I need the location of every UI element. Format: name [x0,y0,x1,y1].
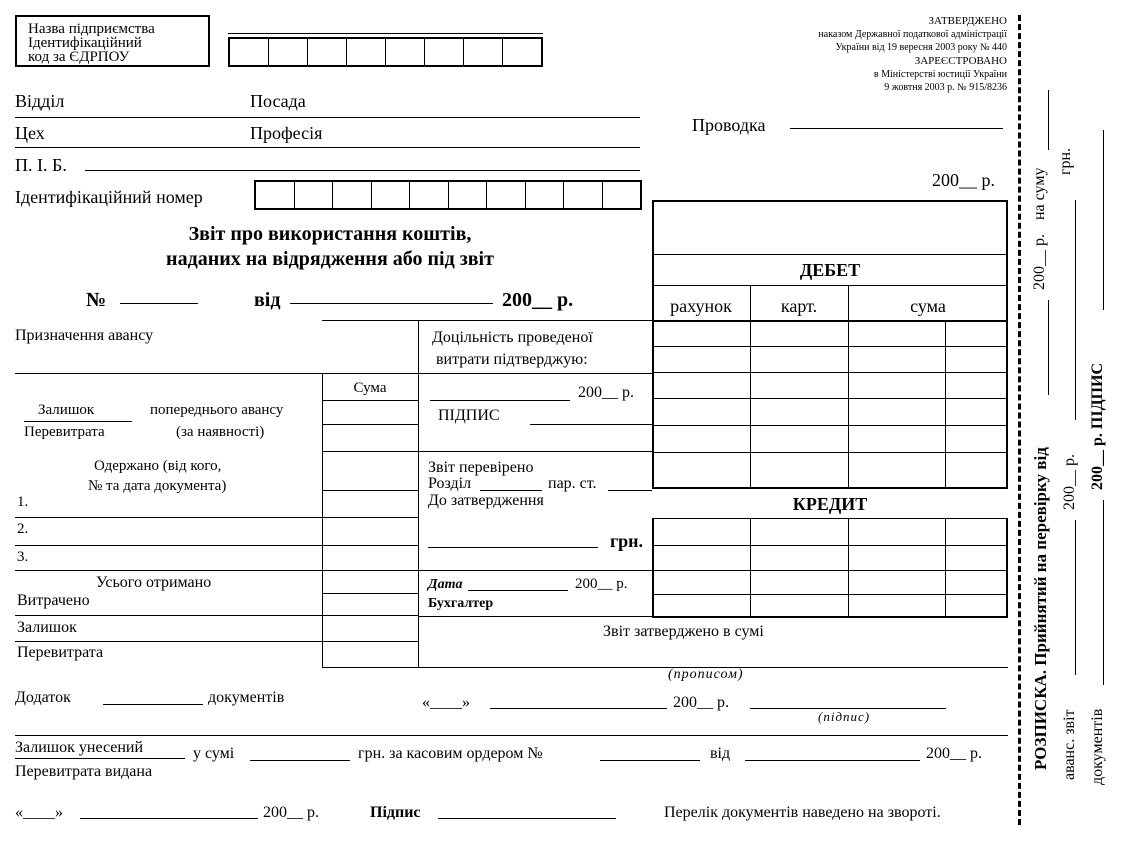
zvit-pereviren-label: Звіт перевірено [428,459,534,476]
tsekh-line[interactable] [15,147,640,148]
viddil-label: Відділ [15,91,65,111]
oderzhano-label-2: № та дата документа) [88,478,227,494]
bukhhalter-label: Бухгалтер [428,596,494,611]
registered-title: ЗАРЕЄСТРОВАНО [914,55,1007,67]
receipt-year-pidpys: 200__ р. ПІДПИС [1089,362,1106,490]
middle-sep-2 [418,451,652,452]
report-number-line[interactable] [120,303,198,304]
suma-cell[interactable] [322,667,418,668]
receipt-na-sumu: на суму [1031,167,1048,220]
u-sumi-label: у сумі [193,745,235,762]
report-title-line1: Звіт про використання коштів, [188,223,472,245]
zalyshok-unesenyi-fraction [15,758,185,759]
pidpys-small-label: (підпис) [818,709,871,724]
approval-order: наказом Державної податкової адміністрації [818,29,1007,40]
zalyshok-line[interactable] [15,641,418,642]
pidpys-line[interactable] [530,424,652,425]
receipt-date-line[interactable] [1048,300,1049,395]
receipt-title: РОЗПИСКА. Прийнятий на перевірку від [1031,447,1050,770]
debet-row[interactable] [652,372,1008,373]
zalyshok-unesenyi-label: Залишок унесений [15,739,144,756]
dotsilnist-label-2: витрати підтверджую: [436,351,588,368]
posada-label: Посада [250,91,306,111]
perevytrata2-label: Перевитрата [17,644,104,661]
ledger-top-divider [652,254,1008,255]
final-date-day: «____» [15,804,63,821]
zatverdzheno-sumi-label: Звіт затверджено в сумі [603,623,764,640]
report-number-label: № [86,289,107,311]
report-date-line[interactable] [290,303,493,304]
dotsilnist-date-line[interactable] [430,400,570,401]
report-year: 200__ р. [502,289,574,311]
approval-date: України від 19 вересня 2003 року № 440 [835,42,1007,53]
order-date-line[interactable] [745,760,920,761]
item-2-number: 2. [17,521,29,537]
final-pidpys-label: Підпис [370,804,421,821]
do-zatv-hrn: грн. [610,531,644,551]
hrn-order-label: грн. за касовим ордером № [358,745,543,762]
kredyt-row[interactable] [652,545,1008,546]
suma-cell[interactable] [322,451,418,452]
perelik-label: Перелік документів наведено на звороті. [664,804,941,821]
tsekh-label: Цех [15,123,45,143]
zalyshok2-label: Залишок [17,619,77,636]
poperednoho-label: попереднього авансу [150,402,284,418]
pryznachennia-label: Призначення авансу [15,327,154,344]
final-year: 200__ р. [263,804,319,821]
kredyt-row[interactable] [652,594,1008,595]
data-label: Дата [428,577,463,592]
bottom-separator [15,735,1008,736]
suma-cell[interactable] [322,593,418,594]
receipt-amount-line[interactable] [1048,90,1049,150]
pidpys-label: ПІДПИС [438,407,500,424]
perevytrata-label: Перевитрата [24,424,105,440]
order-vid-label: від [710,745,731,762]
vytracheno-label: Витрачено [17,592,90,609]
usoho-label: Усього отримано [96,574,212,591]
suma-cell[interactable] [322,490,418,491]
pib-label: П. І. Б. [15,155,67,175]
debet-row[interactable] [652,398,1008,399]
data-line[interactable] [468,590,568,591]
receipt-year-2: 200__ р. [1061,454,1078,510]
approval-month-line[interactable] [490,708,667,709]
id-number-label: Ідентифікаційний номер [15,187,203,207]
receipt-avans-line[interactable] [1075,520,1076,675]
u-sumi-line[interactable] [250,760,350,761]
debet-row[interactable] [652,452,1008,453]
oderzhano-label-1: Одержано (від кого, [94,458,222,474]
col-rakhunok: рахунок [670,296,732,316]
received-line-1[interactable] [15,517,418,518]
dodatok-line[interactable] [103,704,203,705]
pryznachennia-line[interactable] [15,373,420,374]
report-date-label: від [254,289,281,311]
received-line-2[interactable] [15,545,418,546]
ledger-header-divider [652,320,1008,322]
propysom-label: (прописом) [668,667,744,682]
receipt-docs-line[interactable] [1103,500,1104,685]
debet-header: ДЕБЕТ [799,260,861,280]
ledger-debet-divider [652,285,1008,286]
approval-date-day: «____» [422,694,470,711]
par-st-label: пар. ст. [548,475,597,492]
suma-header: Сума [353,380,387,396]
receipt-dokumentiv: документів [1089,708,1106,785]
dodatok-label: Додаток [15,689,71,706]
registered-ministry: в Міністерстві юстиції України [873,69,1007,80]
left-top-line [322,320,652,321]
provodka-line[interactable] [790,128,1003,129]
middle-sep [418,373,652,374]
data-year: 200__ р. [575,576,628,592]
report-title-line2: наданих на відрядження або під звіт [166,248,494,270]
provodka-year: 200__ р. [932,170,995,190]
zalyshok-label: Залишок [38,402,95,418]
zalyshok-fraction-line [24,421,132,422]
suma-header-line [322,400,418,401]
debet-row[interactable] [652,425,1008,426]
dotsilnist-year: 200__ р. [578,384,634,401]
enterprise-name-line[interactable] [228,33,543,34]
receipt-avans-amount-line[interactable] [1075,200,1076,420]
registered-date: 9 жовтня 2003 р. № 915/8236 [884,82,1007,93]
rozdil-line[interactable] [480,490,542,491]
perevytrata-vydana-label: Перевитрата видана [15,763,153,780]
profesiia-label: Професія [250,123,323,143]
pib-line[interactable] [85,170,640,171]
debet-row[interactable] [652,346,1008,347]
par-st-line[interactable] [608,490,652,491]
provodka-label: Проводка [692,115,766,135]
do-zatv-label: До затвердження [428,492,544,509]
tear-off-dashed-line [1018,15,1021,825]
edrpou-code-boxes[interactable] [228,37,543,67]
col-suma: сума [910,296,946,316]
item-3-number: 3. [17,549,29,565]
item-1-number: 1. [17,494,29,510]
id-number-boxes[interactable] [254,180,642,210]
middle-sep-3 [418,570,652,571]
received-line-3[interactable] [15,570,418,571]
suma-cell[interactable] [322,424,418,425]
order-number-line[interactable] [600,760,700,761]
dotsilnist-label-1: Доцільність проведеної [432,329,593,346]
rozdil-label: Розділ [428,475,472,492]
final-month-line[interactable] [80,818,258,819]
middle-sep-4 [418,616,652,617]
ledger-col3 [945,320,946,618]
receipt-hrn: грн. [1057,147,1074,175]
kredyt-row[interactable] [652,570,1008,571]
col-kart: карт. [780,296,818,316]
vytracheno-line[interactable] [15,615,418,616]
dokumentiv-label: документів [208,689,285,706]
do-zatv-line[interactable] [428,547,598,548]
order-year: 200__ р. [926,745,982,762]
approval-title: ЗАТВЕРДЖЕНО [928,15,1007,27]
enterprise-id-label: Ідентифікаційний [28,35,142,51]
enterprise-name-label: Назва підприємства [28,21,155,37]
suma-col-left [322,373,323,668]
za-naiavnosti-label: (за наявності) [176,424,265,440]
viddil-line[interactable] [15,117,640,118]
approval-year: 200__ р. [673,694,729,711]
final-sign-line[interactable] [438,818,616,819]
receipt-avans-zvit: аванс. звіт [1061,709,1078,780]
receipt-sign-line[interactable] [1103,130,1104,310]
receipt-year-1: 200__ р. [1031,234,1048,290]
edrpou-label: код за ЄДРПОУ [28,49,130,65]
kredyt-header: КРЕДИТ [792,494,868,514]
